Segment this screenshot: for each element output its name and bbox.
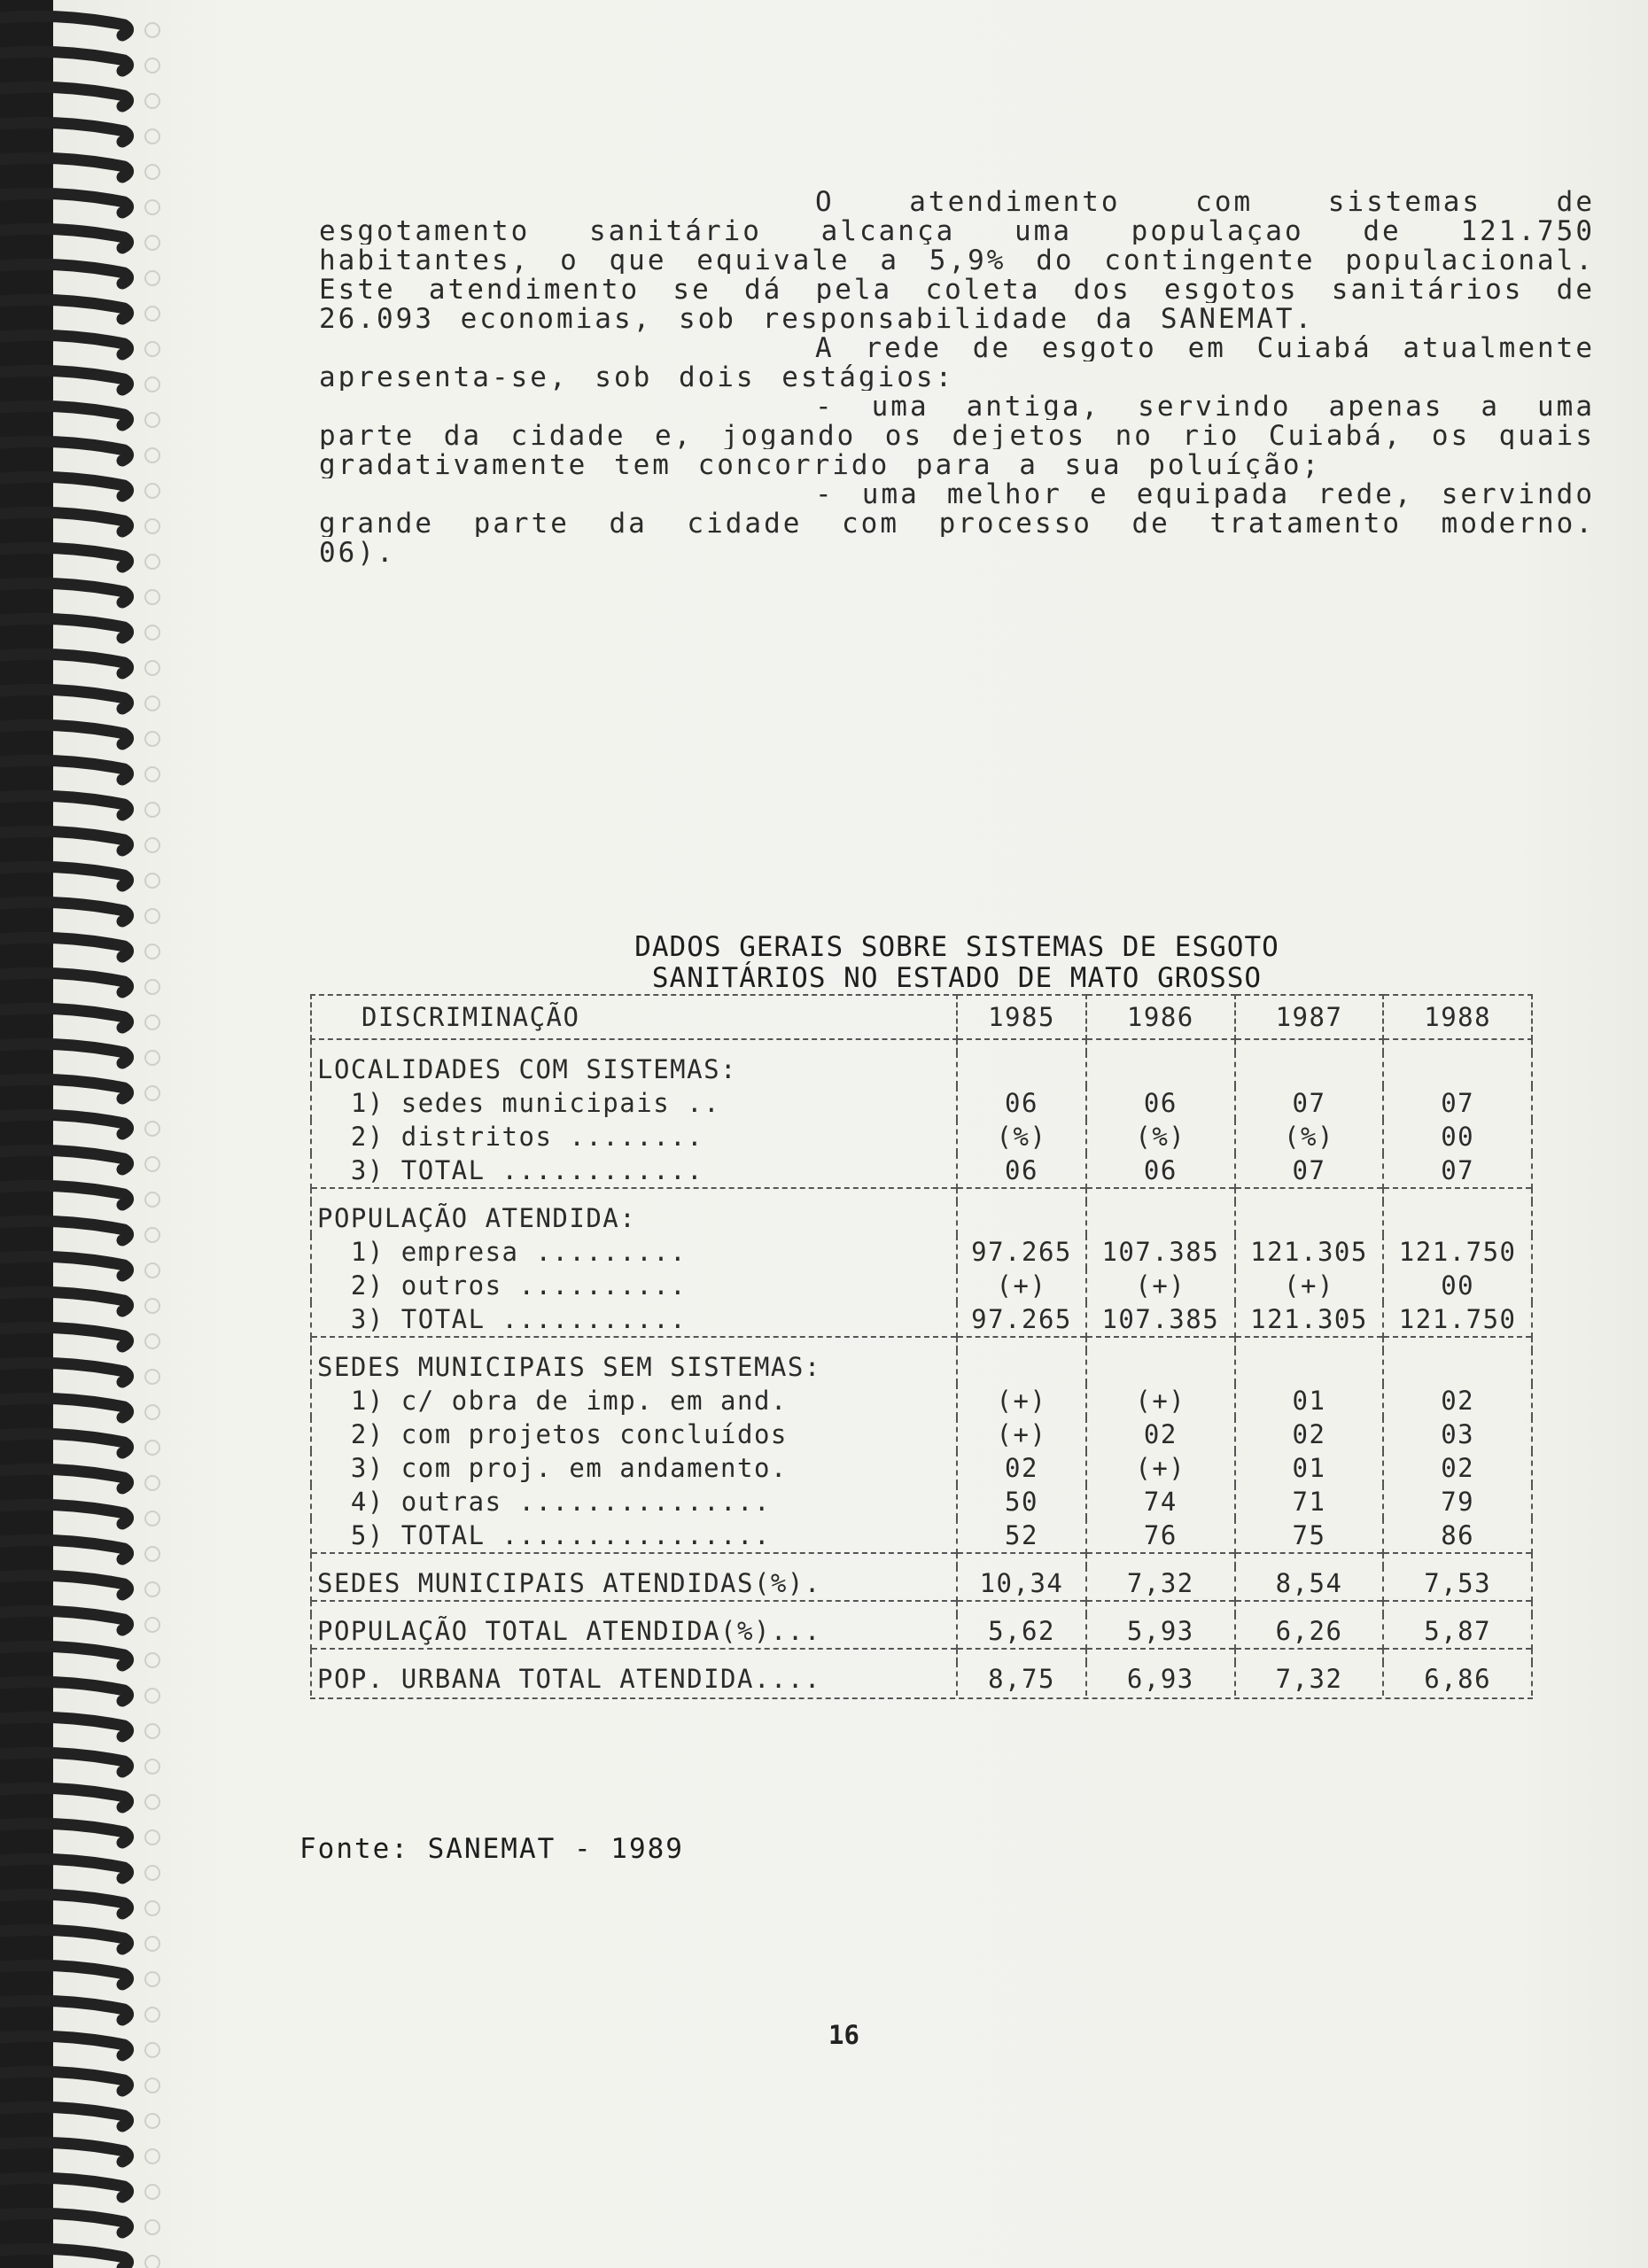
value-cell: (+): [957, 1269, 1086, 1302]
value-cell: 121.750: [1383, 1235, 1532, 1269]
punch-hole: [145, 2220, 159, 2234]
punch-hole: [145, 1618, 159, 1632]
value-cell: 10,34: [957, 1566, 1086, 1601]
body-text-line: 26.093 economias, sob responsabilidade da SANEMAT.: [319, 303, 1315, 332]
row-label: POPULAÇÃO TOTAL ATENDIDA(%)...: [311, 1614, 957, 1649]
section-separator: [311, 1337, 1532, 1350]
punch-hole: [145, 874, 159, 888]
punch-hole: [145, 1228, 159, 1242]
separator-cell: [311, 1553, 957, 1566]
empty-cell: [1235, 1350, 1384, 1384]
value-cell: 74: [1086, 1485, 1235, 1518]
value-cell: 121.750: [1383, 1302, 1532, 1337]
table-row: [311, 1614, 1532, 1649]
value-cell: 71: [1235, 1485, 1384, 1518]
value-cell: 00: [1383, 1269, 1532, 1302]
punch-hole: [145, 1547, 159, 1561]
value-cell: (%): [1235, 1120, 1384, 1153]
spiral-binding: [0, 0, 177, 2268]
section-title-row: [311, 1350, 1532, 1384]
punch-hole: [145, 2114, 159, 2128]
separator-cell: [1383, 1039, 1532, 1052]
row-label: 2) distritos ........: [311, 1120, 957, 1153]
row-label: 5) TOTAL ................: [311, 1518, 957, 1553]
punch-hole: [145, 1795, 159, 1809]
value-cell: 7,53: [1383, 1566, 1532, 1601]
value-cell: 6,26: [1235, 1614, 1384, 1649]
separator-cell: [1235, 1649, 1384, 1662]
row-label: 4) outras ...............: [311, 1485, 957, 1518]
value-cell: 06: [957, 1086, 1086, 1120]
punch-hole: [145, 1157, 159, 1171]
empty-cell: [1383, 1350, 1532, 1384]
table-header-row: [311, 995, 1532, 1039]
separator-cell: [1235, 1039, 1384, 1052]
table-row: [311, 1120, 1532, 1153]
punch-hole: [145, 767, 159, 781]
table-row: [311, 1418, 1532, 1451]
punch-hole: [145, 271, 159, 285]
punch-hole: [145, 590, 159, 604]
table-row: [311, 1153, 1532, 1188]
separator-cell: [1235, 1337, 1384, 1350]
page-number: 16: [828, 2020, 859, 2050]
value-cell: 76: [1086, 1518, 1235, 1553]
table-row: [311, 1485, 1532, 1518]
punch-hole: [145, 519, 159, 533]
punch-hole: [145, 377, 159, 392]
empty-cell: [957, 1350, 1086, 1384]
separator-cell: [311, 1649, 957, 1662]
row-label: SEDES MUNICIPAIS ATENDIDAS(%).: [311, 1566, 957, 1601]
value-cell: 02: [957, 1451, 1086, 1485]
body-text-line: Este atendimento se dá pela coleta dos esgotos sanitários de: [319, 274, 1595, 303]
punch-hole: [145, 1653, 159, 1667]
body-text-line: grande parte da cidade com processo de tratamento moderno.: [319, 508, 1595, 537]
section-title-row: [311, 1201, 1532, 1235]
value-cell: 107.385: [1086, 1235, 1235, 1269]
row-label: 2) com projetos concluídos: [311, 1418, 957, 1451]
punch-hole: [145, 1192, 159, 1207]
value-cell: 107.385: [1086, 1302, 1235, 1337]
body-text-line: parte da cidade e, jogando os dejetos no rio Cuiabá, os quais: [319, 420, 1595, 449]
table-title-line-2: SANITÁRIOS NO ESTADO DE MATO GROSSO: [651, 962, 1263, 994]
separator-cell: [1383, 1337, 1532, 1350]
value-cell: 02: [1235, 1418, 1384, 1451]
punch-hole: [145, 732, 159, 746]
punch-hole: [145, 1937, 159, 1951]
punch-hole: [145, 2256, 159, 2268]
punch-hole: [145, 94, 159, 108]
section-title: LOCALIDADES COM SISTEMAS:: [311, 1052, 957, 1086]
punch-hole: [145, 944, 159, 959]
table-row: [311, 1451, 1532, 1485]
body-text-line: - uma melhor e equipada rede, servindo: [815, 478, 1595, 508]
section-title-row: [311, 1052, 1532, 1086]
empty-cell: [957, 1201, 1086, 1235]
value-cell: (+): [1086, 1269, 1235, 1302]
table-title: [585, 932, 1329, 994]
data-table: [310, 994, 1533, 1696]
body-text-line: O atendimento com sistemas de: [815, 186, 1595, 215]
source-caption: Fonte: SANEMAT - 1989: [299, 1833, 684, 1865]
section-separator: [311, 1553, 1532, 1566]
table-row: [311, 1235, 1532, 1269]
punch-hole: [145, 2043, 159, 2057]
empty-cell: [957, 1052, 1086, 1086]
punch-hole: [145, 1015, 159, 1029]
row-label: 3) com proj. em andamento.: [311, 1451, 957, 1485]
body-text-line: 06).: [319, 537, 396, 566]
separator-cell: [311, 1337, 957, 1350]
header-1985: 1985: [957, 995, 1086, 1039]
section-title: SEDES MUNICIPAIS SEM SISTEMAS:: [311, 1350, 957, 1384]
body-text: [319, 186, 1595, 566]
punch-hole: [145, 1370, 159, 1384]
punch-hole: [145, 980, 159, 994]
value-cell: 5,87: [1383, 1614, 1532, 1649]
punch-hole: [145, 1263, 159, 1278]
value-cell: 7,32: [1235, 1662, 1384, 1696]
value-cell: 02: [1383, 1384, 1532, 1418]
value-cell: 06: [1086, 1153, 1235, 1188]
body-text-line: A rede de esgoto em Cuiabá atualmente: [815, 332, 1595, 361]
empty-cell: [1086, 1350, 1235, 1384]
body-text-line: esgotamento sanitário alcança uma populaçao de 121.750: [319, 215, 1595, 245]
punch-hole: [145, 838, 159, 852]
row-label: 1) empresa .........: [311, 1235, 957, 1269]
punch-hole: [145, 1901, 159, 1915]
value-cell: (+): [1235, 1269, 1384, 1302]
empty-cell: [1086, 1201, 1235, 1235]
separator-cell: [1086, 1337, 1235, 1350]
punch-hole: [145, 1476, 159, 1490]
punch-hole: [145, 484, 159, 498]
header-discriminacao: DISCRIMINAÇÃO: [311, 995, 957, 1039]
value-cell: 5,93: [1086, 1614, 1235, 1649]
value-cell: (%): [1086, 1120, 1235, 1153]
punch-hole: [145, 2149, 159, 2163]
body-text-line: - uma antiga, servindo apenas a uma: [815, 391, 1595, 420]
body-text-line: habitantes, o que equivale a 5,9% do contingente populacional.: [319, 245, 1595, 274]
row-label: 3) TOTAL ...........: [311, 1302, 957, 1337]
section-separator: [311, 1649, 1532, 1662]
punch-hole: [145, 2078, 159, 2093]
punch-hole: [145, 23, 159, 37]
section-separator: [311, 1188, 1532, 1201]
punch-hole: [145, 1405, 159, 1419]
header-1986: 1986: [1086, 995, 1235, 1039]
punch-hole: [145, 1511, 159, 1526]
empty-cell: [1235, 1201, 1384, 1235]
value-cell: 01: [1235, 1451, 1384, 1485]
punch-hole: [145, 625, 159, 640]
value-cell: (+): [1086, 1384, 1235, 1418]
value-cell: 50: [957, 1485, 1086, 1518]
separator-cell: [311, 1601, 957, 1614]
separator-cell: [1383, 1553, 1532, 1566]
punch-hole: [145, 803, 159, 817]
value-cell: 97.265: [957, 1302, 1086, 1337]
separator-cell: [1235, 1553, 1384, 1566]
punch-hole: [145, 1866, 159, 1880]
punch-hole: [145, 555, 159, 569]
table-row: [311, 1566, 1532, 1601]
table-bottom-rule: [310, 1697, 1533, 1699]
value-cell: 79: [1383, 1485, 1532, 1518]
punch-hole: [145, 342, 159, 356]
empty-cell: [1086, 1052, 1235, 1086]
separator-cell: [957, 1649, 1086, 1662]
punch-hole: [145, 236, 159, 250]
punch-hole: [145, 165, 159, 179]
value-cell: (+): [1086, 1451, 1235, 1485]
table-title-line-1: DADOS GERAIS SOBRE SISTEMAS DE ESGOTO: [634, 931, 1279, 963]
punch-hole: [145, 1334, 159, 1348]
empty-cell: [1383, 1052, 1532, 1086]
section-separator: [311, 1601, 1532, 1614]
value-cell: (%): [957, 1120, 1086, 1153]
table-row: [311, 1086, 1532, 1120]
separator-cell: [1086, 1601, 1235, 1614]
punch-hole: [145, 1830, 159, 1845]
separator-cell: [1086, 1553, 1235, 1566]
separator-cell: [1086, 1649, 1235, 1662]
punch-hole: [145, 1122, 159, 1136]
value-cell: (+): [957, 1384, 1086, 1418]
punch-hole: [145, 58, 159, 73]
punch-hole: [145, 1086, 159, 1100]
value-cell: 00: [1383, 1120, 1532, 1153]
row-label: 3) TOTAL ............: [311, 1153, 957, 1188]
separator-cell: [957, 1188, 1086, 1201]
value-cell: 5,62: [957, 1614, 1086, 1649]
value-cell: 01: [1235, 1384, 1384, 1418]
punch-hole: [145, 1582, 159, 1596]
punch-hole: [145, 1441, 159, 1455]
separator-cell: [1235, 1601, 1384, 1614]
value-cell: (+): [957, 1418, 1086, 1451]
table-row: [311, 1384, 1532, 1418]
value-cell: 03: [1383, 1418, 1532, 1451]
value-cell: 97.265: [957, 1235, 1086, 1269]
punch-hole: [145, 1972, 159, 1986]
value-cell: 6,86: [1383, 1662, 1532, 1696]
separator-cell: [1086, 1188, 1235, 1201]
value-cell: 52: [957, 1518, 1086, 1553]
value-cell: 07: [1235, 1086, 1384, 1120]
separator-cell: [957, 1601, 1086, 1614]
empty-cell: [1235, 1052, 1384, 1086]
row-label: 1) sedes municipais ..: [311, 1086, 957, 1120]
value-cell: 06: [957, 1153, 1086, 1188]
value-cell: 07: [1235, 1153, 1384, 1188]
value-cell: 07: [1383, 1153, 1532, 1188]
value-cell: 6,93: [1086, 1662, 1235, 1696]
separator-cell: [1383, 1188, 1532, 1201]
value-cell: 86: [1383, 1518, 1532, 1553]
value-cell: 07: [1383, 1086, 1532, 1120]
value-cell: 8,75: [957, 1662, 1086, 1696]
separator-cell: [1383, 1601, 1532, 1614]
punch-hole: [145, 307, 159, 321]
header-1987: 1987: [1235, 995, 1384, 1039]
punch-hole: [145, 2008, 159, 2022]
value-cell: 8,54: [1235, 1566, 1384, 1601]
punch-hole: [145, 1299, 159, 1313]
row-label: 1) c/ obra de imp. em and.: [311, 1384, 957, 1418]
separator-cell: [311, 1188, 957, 1201]
value-cell: 02: [1086, 1418, 1235, 1451]
value-cell: 121.305: [1235, 1302, 1384, 1337]
value-cell: 75: [1235, 1518, 1384, 1553]
section-separator: [311, 1039, 1532, 1052]
punch-hole: [145, 1759, 159, 1774]
punch-hole: [145, 448, 159, 462]
separator-cell: [1235, 1188, 1384, 1201]
row-label: POP. URBANA TOTAL ATENDIDA....: [311, 1662, 957, 1696]
table-row: [311, 1662, 1532, 1696]
table-row: [311, 1518, 1532, 1553]
separator-cell: [957, 1039, 1086, 1052]
value-cell: 06: [1086, 1086, 1235, 1120]
data-table-wrapper: [310, 994, 1533, 1696]
table-row: [311, 1302, 1532, 1337]
punch-hole: [145, 413, 159, 427]
punch-hole: [145, 1051, 159, 1065]
punch-hole: [145, 661, 159, 675]
table-row: [311, 1269, 1532, 1302]
separator-cell: [957, 1337, 1086, 1350]
separator-cell: [957, 1553, 1086, 1566]
empty-cell: [1383, 1201, 1532, 1235]
value-cell: 7,32: [1086, 1566, 1235, 1601]
punch-hole: [145, 2185, 159, 2199]
punch-hole: [145, 1689, 159, 1703]
row-label: 2) outros ..........: [311, 1269, 957, 1302]
header-1988: 1988: [1383, 995, 1532, 1039]
punch-hole: [145, 1724, 159, 1738]
punch-hole: [145, 696, 159, 711]
body-text-line: gradativamente tem concorrido para a sua poluíção;: [319, 449, 1322, 478]
value-cell: 121.305: [1235, 1235, 1384, 1269]
separator-cell: [1383, 1649, 1532, 1662]
separator-cell: [1086, 1039, 1235, 1052]
section-title: POPULAÇÃO ATENDIDA:: [311, 1201, 957, 1235]
punch-hole: [145, 200, 159, 214]
punch-hole: [145, 129, 159, 144]
body-text-line: apresenta-se, sob dois estágios:: [319, 361, 955, 391]
value-cell: 02: [1383, 1451, 1532, 1485]
separator-cell: [311, 1039, 957, 1052]
punch-hole: [145, 909, 159, 923]
